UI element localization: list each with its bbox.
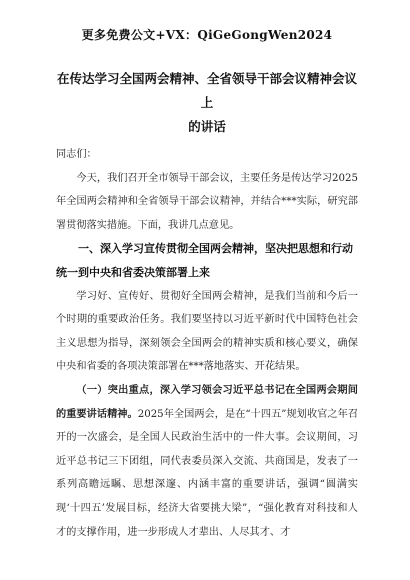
intro-paragraph: 今天，我们召开全市领导干部会议，主要任务是传达学习2025年全国两会精神和全省领导干部会议精神，并结合***实际，研究部署贯彻落实措施。下面，我讲几点意见。 — [56, 172, 358, 231]
section-1-heading: 一、深入学习宣传贯彻全国两会精神，坚决把思想和行动统一到中央和省委决策部署上来 — [56, 242, 353, 279]
title-line-2: 的讲话 — [188, 119, 226, 134]
subsection-1-text: 2025年全国两会，是在“十四五”规划收官之年召开的一次盛会，是全国人民政治生活中的一件大事。会议期间，习近平总书记三下团组，同代表委员深入交流、共商国是，发表了一系列高瞻远瞩、思想深邃、内涵丰富的重要讲话，强调“圆满实现‘十四五’发展目标，经济大省要挑大梁”，“强化教育对科技和人才的支撑作用，进一步形成人才辈出、人尽其才、才 — [56, 408, 359, 538]
salutation: 同志们： — [56, 149, 97, 160]
document-title — [56, 67, 358, 139]
subsection-1-paragraph — [56, 379, 358, 544]
section-1-paragraph: 学习好、宣传好、贯彻好全国两会精神，是我们当前和今后一个时期的重要政治任务。我们要坚持以习近平新时代中国特色社会主义思想为指导，深刻领会全国两会的精神实质和核心要义，确保中央和省委的各项决策部署在***落地落实、开花结果。 — [56, 290, 358, 373]
title-line-1: 在传达学习全国两会精神、全省领导干部会议精神会议上 — [56, 71, 357, 110]
subsection-1-heading: （一）突出重点，深入学习领会习近平总书记在全国两会期间的重要讲话精神。 — [56, 383, 358, 420]
page-header: 更多免费公文+VX：QiGeGongWen2024 — [81, 28, 333, 42]
